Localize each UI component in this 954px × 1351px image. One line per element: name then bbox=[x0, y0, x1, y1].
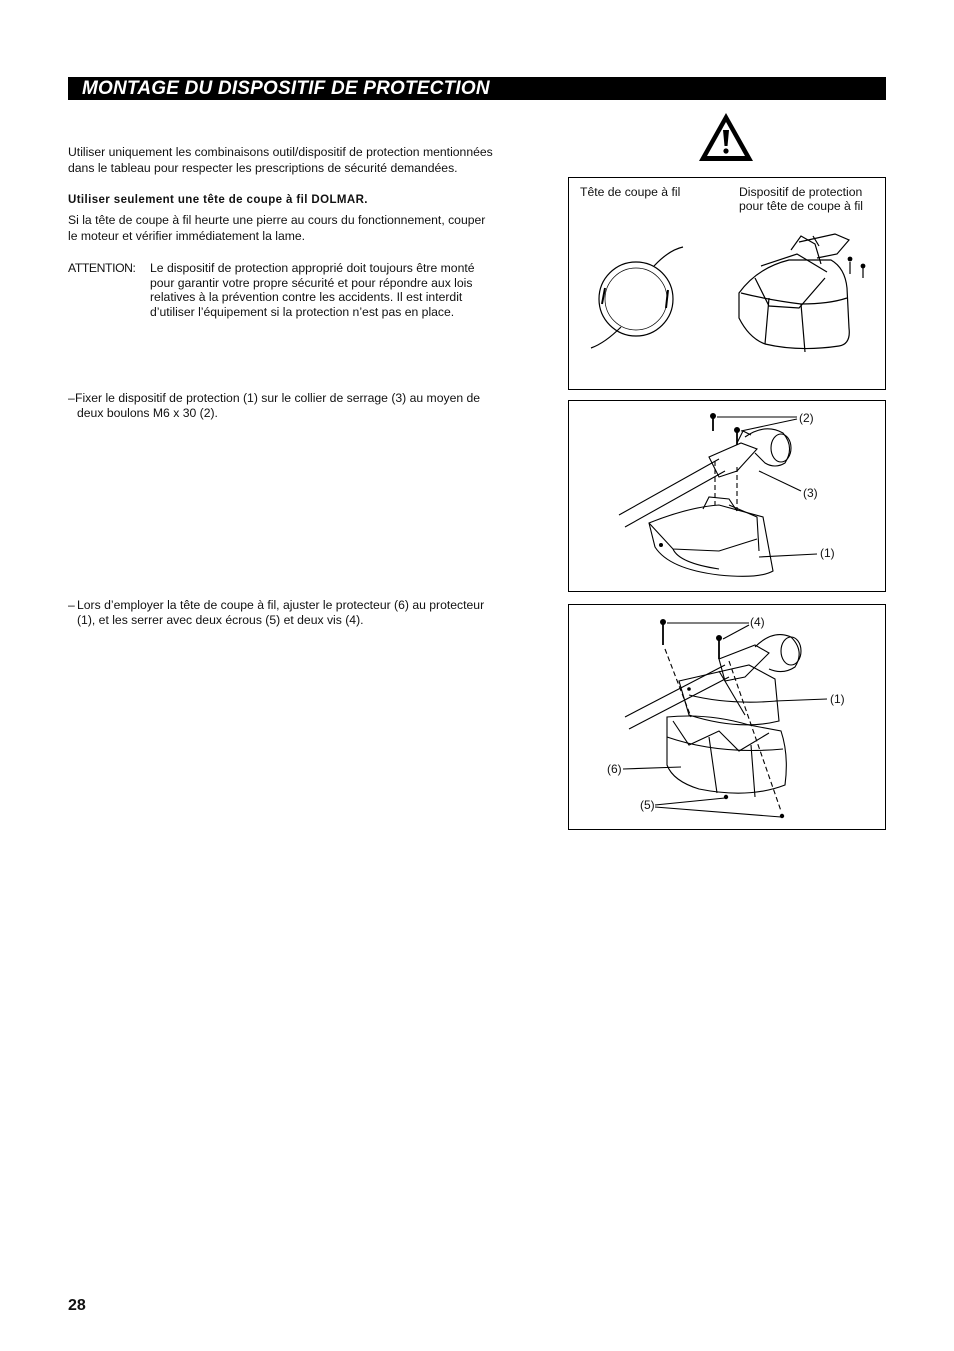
intro-line-1: Utiliser uniquement les combinaisons outil/dispositif de protection mentionnées bbox=[68, 145, 493, 159]
figure3-callout-4: (4) bbox=[750, 615, 765, 629]
figure1-drawing bbox=[569, 178, 885, 389]
figure2-callout-2: (2) bbox=[799, 411, 814, 425]
attention-line-2: pour garantir votre propre sécurité et pour répondre aux lois bbox=[150, 275, 473, 290]
step-1-dash: – bbox=[68, 391, 75, 405]
dolmar-line-1: Si la tête de coupe à fil heurte une pierre au cours du fonctionnement, couper bbox=[68, 213, 486, 227]
figure2-callout-1: (1) bbox=[820, 546, 835, 560]
figure3-drawing bbox=[569, 605, 885, 829]
figure-protector-adjustment bbox=[568, 604, 886, 830]
step-2-dash: – bbox=[68, 598, 75, 612]
attention-label: ATTENTION: bbox=[68, 261, 136, 275]
figure1-caption-guard-2: pour tête de coupe à fil bbox=[739, 199, 863, 213]
figure-guard-mounting bbox=[568, 400, 886, 592]
figure2-callout-3: (3) bbox=[803, 486, 818, 500]
figure-cutting-head-guard bbox=[568, 177, 886, 390]
figure1-caption-guard-1: Dispositif de protection bbox=[739, 185, 863, 199]
step-2-line-1: Lors d’employer la tête de coupe à fil, ajuster le protecteur (6) au protecteur bbox=[77, 598, 485, 612]
page-number: 28 bbox=[68, 1297, 86, 1314]
figure3-callout-1: (1) bbox=[830, 692, 845, 706]
figure3-callout-6: (6) bbox=[607, 762, 622, 776]
step-1-line-1: Fixer le dispositif de protection (1) sur le collier de serrage (3) au moyen de bbox=[75, 391, 481, 405]
dolmar-line-2: le moteur et vérifier immédiatement la lame. bbox=[68, 229, 306, 243]
step-1-line-2: deux boulons M6 x 30 (2). bbox=[77, 406, 218, 420]
attention-line-3: relatives à la prévention contre les accidents. Il est interdit bbox=[150, 290, 463, 305]
warning-triangle-icon bbox=[696, 110, 756, 164]
dolmar-heading: Utiliser seulement une tête de coupe à fil DOLMAR. bbox=[68, 194, 368, 206]
attention-line-4: d’utiliser l’équipement si la protection n’est pas en place. bbox=[150, 305, 455, 320]
section-title: MONTAGE DU DISPOSITIF DE PROTECTION bbox=[82, 78, 490, 99]
attention-text bbox=[150, 261, 520, 320]
figure3-callout-5: (5) bbox=[640, 798, 655, 812]
figure1-caption-cutting-head: Tête de coupe à fil bbox=[580, 185, 681, 199]
attention-line-1: Le dispositif de protection approprié doit toujours être monté bbox=[150, 261, 475, 275]
section-title-bar bbox=[68, 77, 886, 100]
intro-line-2: dans le tableau pour respecter les prescriptions de sécurité demandées. bbox=[68, 161, 458, 175]
step-2-line-2: (1), et les serrer avec deux écrous (5) et deux vis (4). bbox=[77, 613, 364, 627]
figure2-drawing bbox=[569, 401, 885, 591]
